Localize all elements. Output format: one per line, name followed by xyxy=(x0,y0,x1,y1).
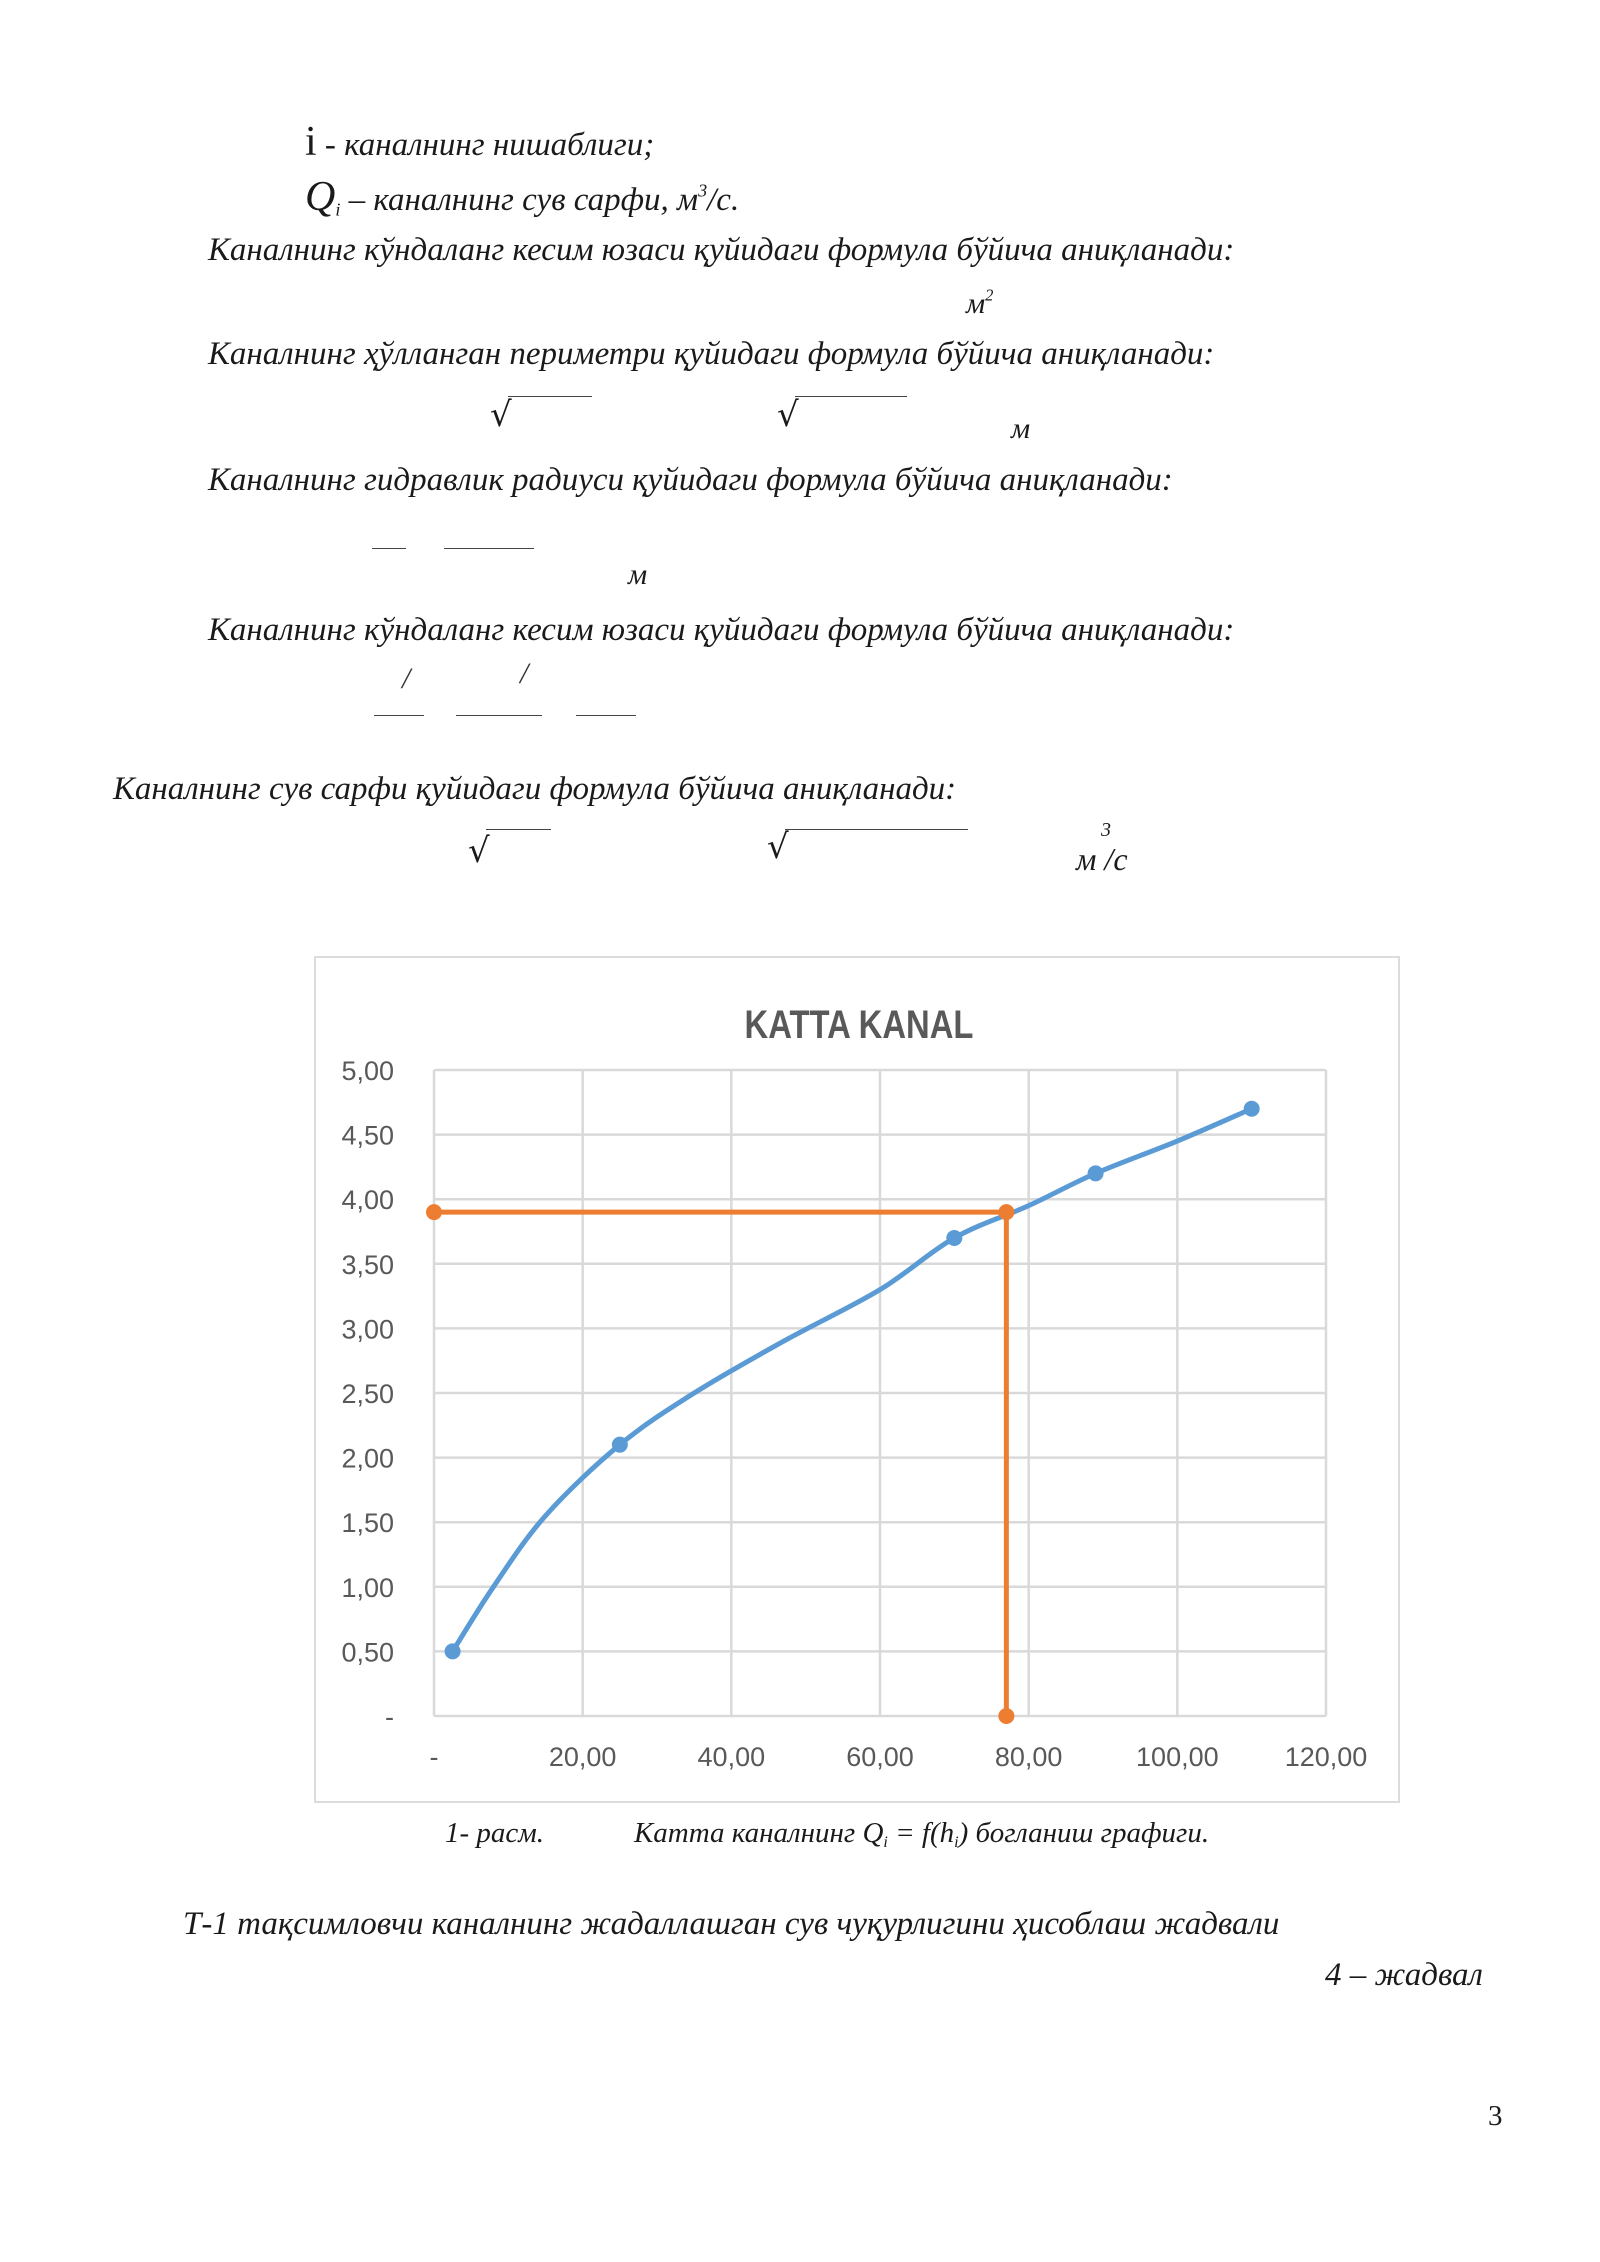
data-point-blue xyxy=(612,1437,628,1453)
radical-bar-2 xyxy=(795,396,907,397)
x-tick-label: 80,00 xyxy=(994,1742,1063,1772)
y-tick-label: 3,00 xyxy=(341,1314,394,1345)
radical-sign-2: √ xyxy=(777,395,799,435)
radius-formula-title: Каналнинг гидравлик радиуси қуйидаги формула бўйича аниқланади: xyxy=(208,462,1173,498)
y-tick-label: 4,00 xyxy=(341,1185,394,1216)
data-point-blue xyxy=(946,1230,962,1246)
data-point-blue xyxy=(1088,1165,1104,1181)
perimeter-unit: м xyxy=(1011,412,1031,445)
area-unit-text: м xyxy=(966,287,986,320)
x-tick-label: 120,00 xyxy=(1284,1742,1368,1772)
chart-frame xyxy=(314,956,1400,1803)
y-tick-label: 3,50 xyxy=(341,1249,394,1280)
data-point-orange xyxy=(998,1204,1014,1220)
y-tick-label: 0,50 xyxy=(341,1637,394,1668)
flow-unit-sup: 3 xyxy=(698,180,708,201)
slash-mark-1: / xyxy=(402,662,411,695)
x-tick-label: 20,00 xyxy=(548,1742,617,1772)
flow-text-end: /с. xyxy=(707,182,740,218)
radical-bar-1 xyxy=(508,396,592,397)
x-tick-label: 60,00 xyxy=(846,1742,914,1772)
figure-number: 1- расм. xyxy=(445,1817,545,1849)
flow-formula-title: Каналнинг сув сарфи қуйидаги формула бўйича аниқланади: xyxy=(113,771,957,807)
slope-text: - каналнинг нишаблиги; xyxy=(316,127,655,163)
x-tick-label: 40,00 xyxy=(697,1742,766,1772)
x-tick-label: - xyxy=(429,1742,439,1772)
flow-definition xyxy=(305,176,739,218)
y-tick-label: 1,00 xyxy=(341,1572,394,1603)
y-tick-label: 5,00 xyxy=(341,1056,394,1086)
flow-unit-sup: 3 xyxy=(1101,819,1111,841)
page-number: 3 xyxy=(1488,2100,1503,2132)
flow-symbol-sub: i xyxy=(335,199,341,220)
data-point-orange xyxy=(998,1708,1014,1724)
fraction-bar-4 xyxy=(456,715,542,716)
x-tick-label: 100,00 xyxy=(1136,1742,1219,1772)
slope-definition xyxy=(305,121,654,163)
y-tick-label: 2,50 xyxy=(341,1379,394,1409)
caption-sub-1: i xyxy=(883,1833,888,1851)
data-point-blue xyxy=(445,1643,461,1659)
caption-text-end: ) богланиш графиги. xyxy=(958,1817,1210,1849)
y-tick-label: - xyxy=(385,1702,394,1732)
radius-unit: м xyxy=(628,558,648,591)
flow-text: – каналнинг сув сарфи, м xyxy=(340,182,699,218)
series-line-blue xyxy=(453,1109,1252,1652)
radical-sign-4: √ xyxy=(767,827,789,867)
y-tick-label: 4,50 xyxy=(341,1120,394,1151)
area-formula-title: Каналнинг кўндаланг кесим юзаси қуйидаги формула бўйича аниқланади: xyxy=(208,232,1235,268)
radical-sign-1: √ xyxy=(490,395,512,435)
slash-mark-2: / xyxy=(520,657,529,690)
chart-title: KATTA KANAL xyxy=(744,1001,974,1047)
fraction-bar-5 xyxy=(576,715,636,716)
flow-symbol: Q xyxy=(305,174,336,220)
flow-unit: м /с xyxy=(1076,841,1128,877)
area-unit xyxy=(966,285,994,320)
fraction-bar-1 xyxy=(372,548,406,549)
series-line-orange xyxy=(434,1212,1006,1716)
slope-symbol: i xyxy=(305,119,317,165)
y-tick-label: 2,00 xyxy=(341,1443,394,1474)
area-unit-sup: 2 xyxy=(985,285,994,305)
data-point-blue xyxy=(1244,1101,1260,1117)
table-number: 4 – жадвал xyxy=(1325,1957,1483,1993)
fraction-bar-3 xyxy=(374,715,424,716)
radical-bar-4 xyxy=(785,829,968,830)
radical-bar-3 xyxy=(486,829,551,830)
y-tick-label: 1,50 xyxy=(341,1508,394,1539)
perimeter-formula-title: Каналнинг ҳўлланган периметри қуйидаги формула бўйича аниқланади: xyxy=(208,336,1215,372)
radical-sign-3: √ xyxy=(468,831,490,871)
area2-formula-title: Каналнинг кўндаланг кесим юзаси қуйидаги формула бўйича аниқланади: xyxy=(208,612,1235,648)
line-chart xyxy=(316,958,1398,1801)
fraction-bar-2 xyxy=(444,548,534,549)
caption-text-mid: = f(h xyxy=(887,1817,955,1849)
caption-text-pre: Катта каналнинг Q xyxy=(634,1817,884,1849)
data-point-orange xyxy=(426,1204,442,1220)
figure-caption xyxy=(634,1817,1210,1851)
table-title: Т-1 тақсимловчи каналнинг жадаллашган сув чуқурлигини ҳисоблаш жадвали xyxy=(183,1906,1280,1942)
caption-sub-2: i xyxy=(954,1833,959,1851)
